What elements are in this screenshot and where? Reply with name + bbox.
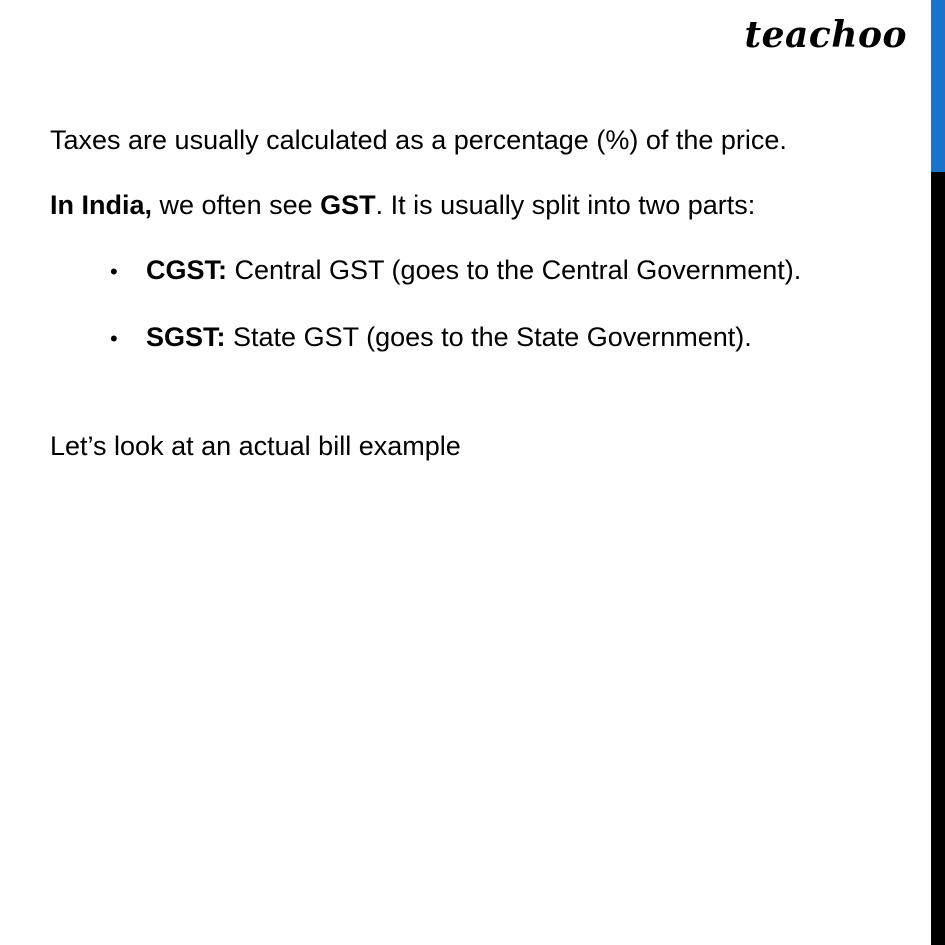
list-item-sgst [110,317,900,359]
bullet-icon: • [110,326,118,351]
list-item-cgst [110,250,900,292]
india-label: In India, [50,190,153,220]
sgst-definition: State GST (goes to the State Government). [225,322,752,352]
intro-paragraph: Taxes are usually calculated as a percentage (%) of the price. [50,125,787,155]
india-text-2: . It is usually split into two parts: [375,190,756,220]
teachoo-logo: teachoo [744,14,907,56]
right-edge-bar [931,0,945,945]
gst-parts-list [50,250,900,359]
slide-content [50,120,900,466]
sgst-term: SGST: [146,322,226,352]
gst-term: GST [320,190,376,220]
right-edge-accent [931,0,945,172]
india-paragraph [50,185,900,225]
bullet-icon: • [110,259,118,284]
cgst-definition: Central GST (goes to the Central Government). [227,255,802,285]
cgst-term: CGST: [146,255,227,285]
india-text-1: we often see [152,190,321,220]
closing-paragraph: Let’s look at an actual bill example [50,431,461,461]
